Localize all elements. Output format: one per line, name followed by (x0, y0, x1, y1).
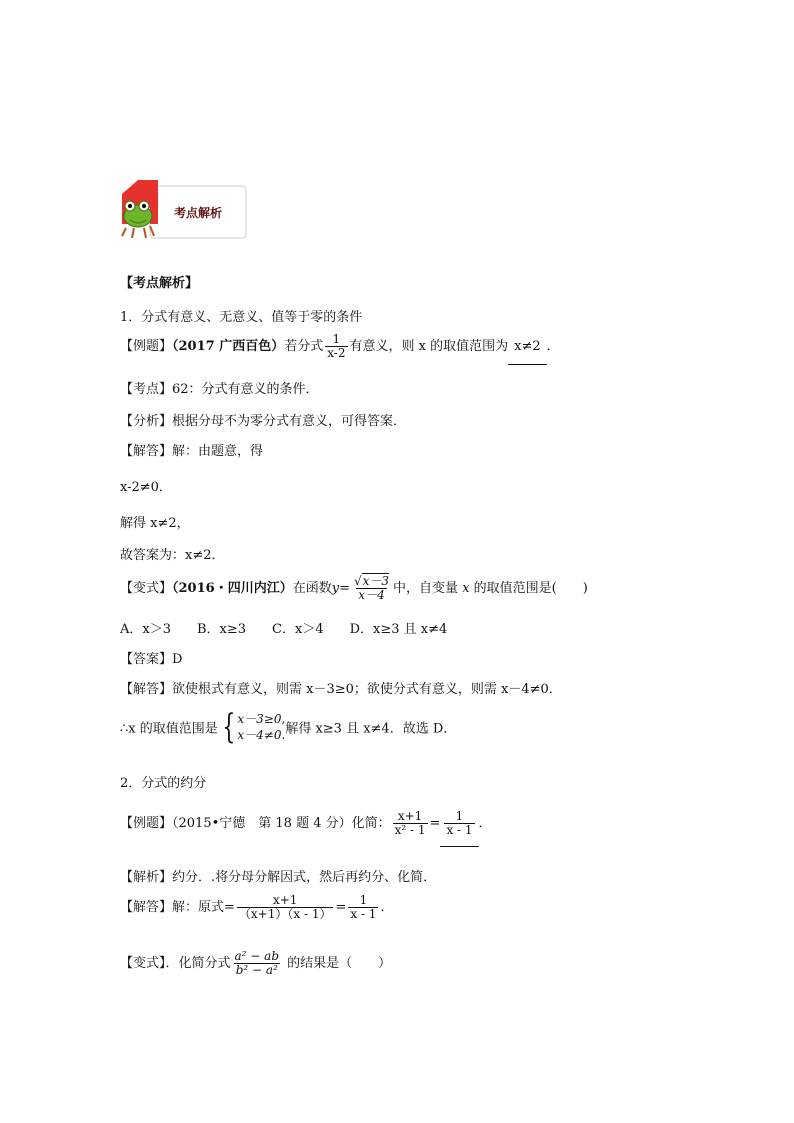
variant-source: （2016・四川内江） (172, 581, 293, 596)
example-text: 若分式 (284, 339, 324, 354)
example2-denominator: x² - 1 (394, 823, 426, 837)
badge-label: 考点解析 (174, 206, 223, 220)
equation-system: { x－3≥0, x－4≠0. (222, 707, 286, 747)
example2-tag: 【例题】 (120, 816, 173, 831)
example2-eq: = (429, 816, 441, 831)
solution-result (348, 894, 378, 921)
jieda: 【解答】解：由题意，得 (120, 444, 264, 459)
system-post: 解得 x≥3 且 x≠4．故选 D． (285, 721, 457, 737)
variant-tag: 【变式】 (120, 581, 173, 596)
variant2-end: 的结果是（ ） (287, 956, 392, 971)
solution-denominator: （x+1）（x - 1） (238, 907, 332, 921)
explain: 【解答】欲使根式有意义，则需 x－3≥0；欲使分式有意义，则需 x－4≠0． (120, 682, 562, 697)
result-denominator: x - 1 (350, 907, 377, 921)
system-line-2: x－4≠0. (237, 728, 286, 742)
variant-text-2: 中，自变量 (393, 581, 459, 596)
item1-heading: 1．分式有意义、无意义、值等于零的条件 (120, 310, 363, 325)
answer-numerator: 1 (455, 808, 464, 823)
solution-fraction (237, 894, 334, 921)
fraction-numerator: 1 (332, 331, 341, 346)
item2-example (120, 802, 492, 847)
step-2: 解得 x≠2， (120, 516, 190, 531)
variant-numerator: x－3 (362, 573, 390, 588)
step-1: x-2≠0． (120, 480, 172, 495)
example2-answer (440, 802, 478, 847)
fraction-denominator: x-2 (327, 346, 346, 360)
variant-end: 的取值范围是( ) (473, 581, 588, 596)
answer-denominator: x - 1 (446, 823, 473, 837)
step-3: 故答案为：x≠2． (120, 548, 225, 563)
variant2-numerator: a² − ab (234, 948, 279, 963)
result-numerator: 1 (359, 892, 368, 907)
variant2-fraction (233, 950, 281, 977)
variant-y: y= (331, 581, 350, 596)
solution-pre: 【解答】解：原式= (120, 900, 235, 915)
variant-text: 在函数 (292, 581, 332, 596)
example-answer: x≠2 (508, 330, 547, 365)
options: A．x＞3 B．x≥3 C．x＞4 D．x≥3 且 x≠4 (120, 622, 448, 637)
answer: 【答案】D (120, 652, 183, 667)
item2-solution (120, 886, 393, 930)
fenxi: 【分析】根据分母不为零分式有意义，可得答案． (120, 414, 407, 429)
section-title: 【考点解析】 (120, 276, 199, 291)
variant2-denominator: b² − a² (235, 963, 278, 977)
solution-end: ． (380, 900, 394, 915)
system-pre: ∴x 的取值范围是 (120, 721, 218, 737)
solution-eq: = (335, 900, 347, 915)
example2-fraction (393, 810, 428, 837)
example2-source: （2015•宁德 第 18 题 4 分）化简： (172, 816, 391, 831)
system-line-1: x－3≥0, (237, 711, 286, 726)
example-fraction (325, 333, 347, 360)
variant2-text: 【变式】．化简分式 (120, 956, 231, 971)
example-tag: 【例题】 (120, 339, 173, 354)
example-end: ． (546, 339, 560, 354)
example2-end: ． (478, 816, 492, 831)
variant-2 (120, 942, 391, 986)
variant-1 (120, 570, 588, 608)
solution-numerator: x+1 (272, 892, 298, 907)
variant-fraction: $\frac{√x-3}{x-4}$ (353, 573, 390, 602)
example-text-2: 有意义，则 x 的取值范围为 (349, 339, 509, 354)
section-badge (120, 180, 248, 242)
item1-example (120, 330, 560, 365)
system-line (120, 707, 457, 747)
example-source: （2017 广西百色） (172, 339, 285, 354)
jiexi: 【解析】约分．.将分母分解因式，然后再约分、化简． (120, 870, 437, 885)
variant-x: x (462, 581, 470, 596)
example2-numerator: x+1 (397, 808, 423, 823)
item2-heading: 2．分式的约分 (120, 776, 207, 791)
kaodian: 【考点】62：分式有意义的条件． (120, 382, 319, 397)
variant-denominator: x－4 (358, 588, 385, 602)
